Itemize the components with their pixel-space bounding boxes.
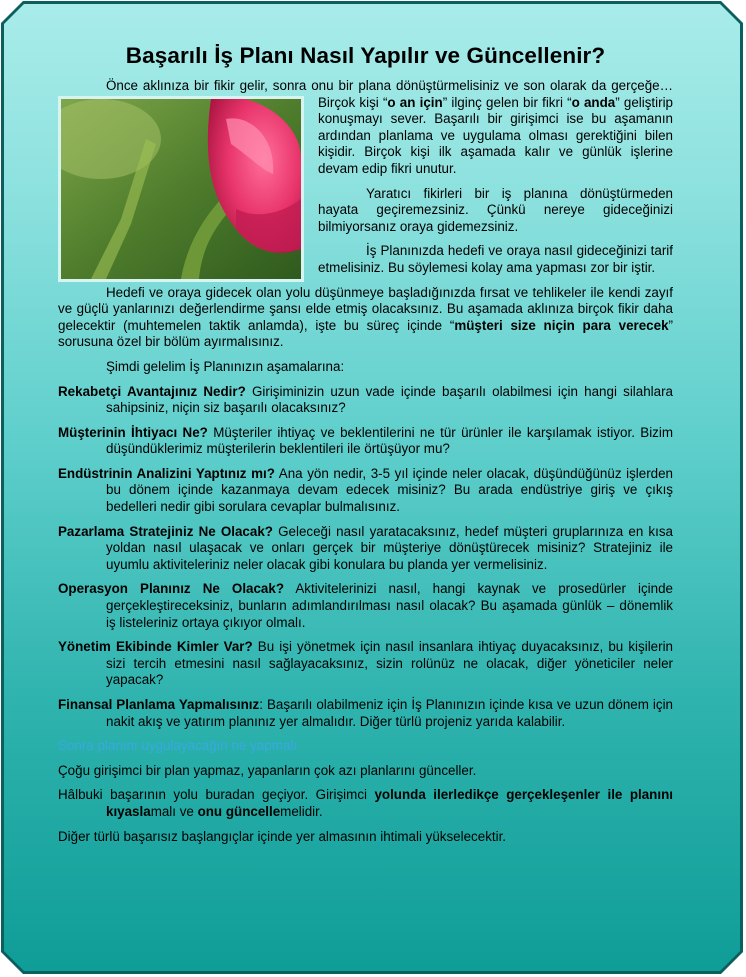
stage-item <box>58 466 673 516</box>
stage-heading: Finansal Planlama Yapmalısınız <box>58 697 260 712</box>
section-subheading[interactable]: Sonra planını uygulayacağın ne yapmalı <box>58 738 297 754</box>
stage-item <box>58 384 673 417</box>
stage-heading: Rekabetçi Avantajınız Nedir? <box>58 383 246 399</box>
closing-paragraph-1: Çoğu girişimci bir plan yapmaz, yapanların çok azı planlarını günceller. <box>58 762 477 778</box>
intro-paragraph-3: İş Planınızda hedefi ve oraya nasıl gideceğinizi tarif etmelisiniz. Bu söylemesi kolay ama yapması zor bir iştir. <box>318 243 673 275</box>
closing-bold: yolunda ilerledikçe gerçekleşenler ile planını kıyasla <box>106 787 673 819</box>
stage-heading: Endüstrinin Analizini Yaptınız mı? <box>58 465 275 481</box>
stage-text: Ana yön nedir, 3-5 yıl içinde neler olacak, düşündüğünüz işlerden bu dönem içinde kazanmaya devam edecek misiniz? Bu arada endüstriye giriş ve çıkış bedelleri nedir gibi sorulara cevaplar bulmalısınız. <box>106 465 674 515</box>
intro-bold-2: o anda <box>571 94 616 110</box>
closing-text: Hâlbuki başarının yolu buradan geçiyor. Girişimci <box>58 787 375 803</box>
intro-text: ” ilginç gelen bir fikri “ <box>442 94 572 110</box>
stage-item <box>58 524 673 574</box>
stage-item <box>58 425 673 458</box>
intro-paragraph-4 <box>58 285 673 351</box>
intro-bold: müşteri size niçin para verecek <box>454 317 669 333</box>
closing-text: malı ve <box>150 803 198 819</box>
stage-text: Geleceği nasıl yaratacaksınız, hedef müşteri gruplarınıza en kısa yoldan nasıl ulaşacak ve onları gerçek bir müşteriye dönüştürecek misiniz? Stratejiniz ile uyumlu aktiviteleriniz neler olacak gibi konulara bu planda yer vermelisiniz. <box>106 523 673 572</box>
closing-text: melidir. <box>280 803 323 819</box>
stage-item <box>58 639 673 689</box>
stage-item <box>58 697 673 730</box>
intro-paragraph-1 <box>58 78 673 178</box>
stage-text: : Başarılı olabilmeniz için İş Planınızın içinde kısa ve uzun dönem için nakit akış ve yatırım planınız yer almalıdır. Diğer türlü projeniz yarıda kalabilir. <box>106 697 673 729</box>
stage-text: Girişiminizin uzun vade içinde başarılı olabilmesi için hangi silahlara sahipsiniz, niçin siz başarılı olacaksınız? <box>106 383 673 416</box>
stages-intro: Şimdi gelelim İş Planınızın aşamalarına: <box>106 358 345 374</box>
stage-heading: Müşterinin İhtiyacı Ne? <box>58 424 208 440</box>
intro-text: ” geliştirip konuşmayı sever. Başarılı bir girişimci ise bu aşamanın ardından planlama ve uygulama olması gerektiğini bilen kişidir. Birçok kişi ilk aşamada kalır ve günlük işlerine devam edip fikri unutur. <box>318 94 674 176</box>
page-title: Başarılı İş Planı Nasıl Yapılır ve Güncellenir? <box>125 43 606 68</box>
intro-bold-1: o an için <box>387 94 443 110</box>
stage-heading: Operasyon Planınız Ne Olacak? <box>58 581 285 597</box>
intro-text: ” sorusuna özel bir bölüm ayırmalısınız. <box>58 317 673 350</box>
stage-item <box>58 581 673 631</box>
stage-text: Müşteriler ihtiyaç ve beklentilerini ne tür ürünler ile karşılamak istiyor. Bizim düşündüklerimiz müşterilerin beklentileri ile örtüşüyor mu? <box>106 424 673 457</box>
rose-photo <box>58 96 304 282</box>
closing-paragraph-2 <box>58 787 673 820</box>
closing-bold: onu güncelle <box>197 803 281 819</box>
intro-paragraph-2: Yaratıcı fikirleri bir iş planına dönüştürmeden hayata geçiremezsiniz. Çünkü nereye gideceğinizi bilmiyorsanız oraya gidemezsiniz. <box>318 185 673 234</box>
intro-text: Hedefi ve oraya gidecek olan yolu düşünmeye başladığınızda fırsat ve tehlikeler ile kendi zayıf ve güçlü yanlarınızı değerlendirme şansı elde etmiş olacaksınız. Bu aşamada aklınıza birçok fikir daha gelecektir (muhtemelen taktik anlamda), işte bu süreç içinde “ <box>58 284 673 333</box>
stage-text: Bu işi yönetmek için nasıl insanlara ihtiyaç duyacaksınız, bu kişilerin sizi tercih etmesini nasıl sağlayacaksınız, sizin rolünüz ne olacak, diğer yöneticiler neler yapacak? <box>106 639 673 688</box>
stage-heading: Pazarlama Stratejiniz Ne Olacak? <box>58 523 273 539</box>
article <box>58 42 673 853</box>
stage-heading: Yönetim Ekibinde Kimler Var? <box>58 639 253 655</box>
stage-text: Aktivitelerinizi nasıl, hangi kaynak ve prosedürler içinde gerçekleştireceksiniz, bunların adımlandırılması nasıl olacak? Bu aşamada günlük – dönemlik iş listeleriniz ortaya çıkıyor olmalı. <box>106 581 673 630</box>
closing-paragraph-3: Diğer türlü başarısız başlangıçlar içinde yer almasının ihtimali yükselecektir. <box>58 828 507 844</box>
intro-text: Önce aklınıza bir fikir gelir, sonra onu bir plana dönüştürmelisiniz ve son olarak da gerçeğe… Birçok kişi “ <box>106 78 673 110</box>
